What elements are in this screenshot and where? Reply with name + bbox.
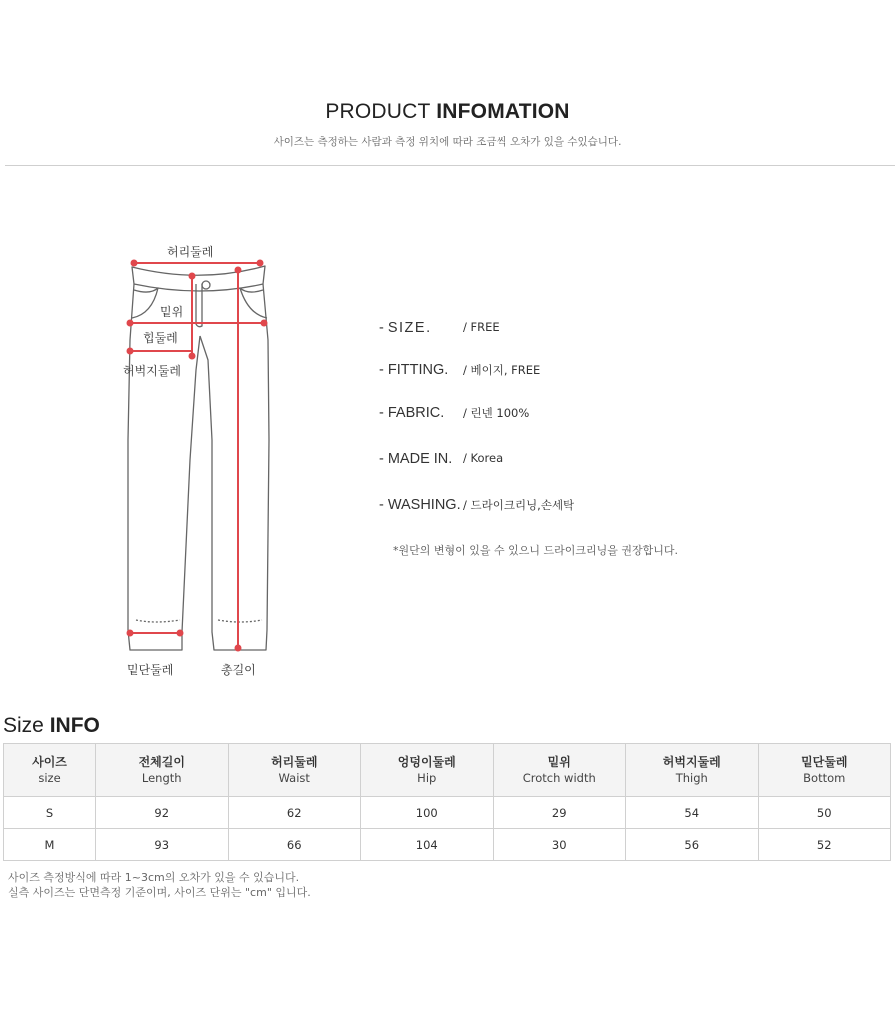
row-size: S — [4, 797, 96, 829]
header-bottom: 밑단둘레 Bottom — [758, 744, 891, 797]
spec-dash: - — [379, 320, 384, 336]
size-table — [3, 743, 891, 861]
spec-value: / 베이지, FREE — [463, 363, 541, 377]
cell-waist: 66 — [228, 829, 361, 861]
waist-label: 허리둘레 — [167, 245, 214, 259]
pants-measurement-diagram — [110, 240, 290, 680]
spec-value: / Korea — [463, 451, 504, 465]
header-size: 사이즈 size — [4, 744, 96, 797]
cell-crotch: 29 — [493, 797, 626, 829]
title-bold-part: INFOMATION — [436, 100, 570, 123]
cell-hip: 104 — [361, 829, 494, 861]
header-waist: 허리둘레 Waist — [228, 744, 361, 797]
hip-label: 힙둘레 — [143, 331, 178, 345]
table-row — [4, 797, 891, 829]
cell-crotch: 30 — [493, 829, 626, 861]
length-label: 총길이 — [221, 663, 256, 677]
cell-length: 93 — [96, 829, 229, 861]
size-notes — [8, 870, 311, 900]
spec-dash: - — [379, 405, 384, 421]
size-title-bold: INFO — [49, 714, 100, 737]
hem-label: 밑단둘레 — [127, 663, 174, 677]
spec-key: FABRIC. — [387, 405, 445, 421]
size-title-light: Size — [3, 714, 44, 737]
spec-key: FITTING. — [387, 362, 449, 378]
spec-value: / 린넨 100% — [463, 406, 530, 420]
spec-key: WASHING. — [387, 497, 461, 513]
size-table-header — [4, 744, 891, 797]
spec-dash: - — [379, 451, 384, 467]
header-divider — [5, 165, 895, 166]
rise-label: 밑위 — [160, 305, 184, 319]
spec-dash: - — [379, 497, 384, 513]
title-light-part: PRODUCT — [325, 100, 431, 123]
cell-length: 92 — [96, 797, 229, 829]
header-hip: 엉덩이둘레 Hip — [361, 744, 494, 797]
pants-illustration — [110, 240, 290, 680]
spec-dash: - — [379, 362, 384, 378]
table-row — [4, 829, 891, 861]
header-length: 전체길이 Length — [96, 744, 229, 797]
cell-waist: 62 — [228, 797, 361, 829]
cell-hip: 100 — [361, 797, 494, 829]
cell-thigh: 54 — [626, 797, 759, 829]
header-thigh: 허벅지둘레 Thigh — [626, 744, 759, 797]
washing-note: *원단의 변형이 있을 수 있으니 드라이크리닝을 권장합니다. — [393, 544, 678, 557]
row-size: M — [4, 829, 96, 861]
cell-bottom: 52 — [758, 829, 891, 861]
cell-thigh: 56 — [626, 829, 759, 861]
spec-value: / FREE — [463, 320, 500, 334]
size-info-title — [3, 714, 100, 738]
measurement-tolerance-note: 사이즈 측정방식에 따라 1~3cm의 오차가 있을 수 있습니다. — [8, 871, 300, 884]
spec-key: SIZE. — [387, 320, 432, 336]
header-crotch: 밑위 Crotch width — [493, 744, 626, 797]
spec-key: MADE IN. — [387, 451, 453, 467]
thigh-label: 허벅지둘레 — [123, 364, 181, 378]
measurement-unit-note: 실측 사이즈는 단면측정 기준이며, 사이즈 단위는 "cm" 입니다. — [8, 886, 311, 899]
spec-value: / 드라이크리닝,손세탁 — [463, 498, 575, 512]
product-information-title — [0, 100, 895, 124]
size-disclaimer: 사이즈는 측정하는 사람과 측정 위치에 따라 조금씩 오차가 있을 수있습니다. — [273, 136, 622, 148]
cell-bottom: 50 — [758, 797, 891, 829]
